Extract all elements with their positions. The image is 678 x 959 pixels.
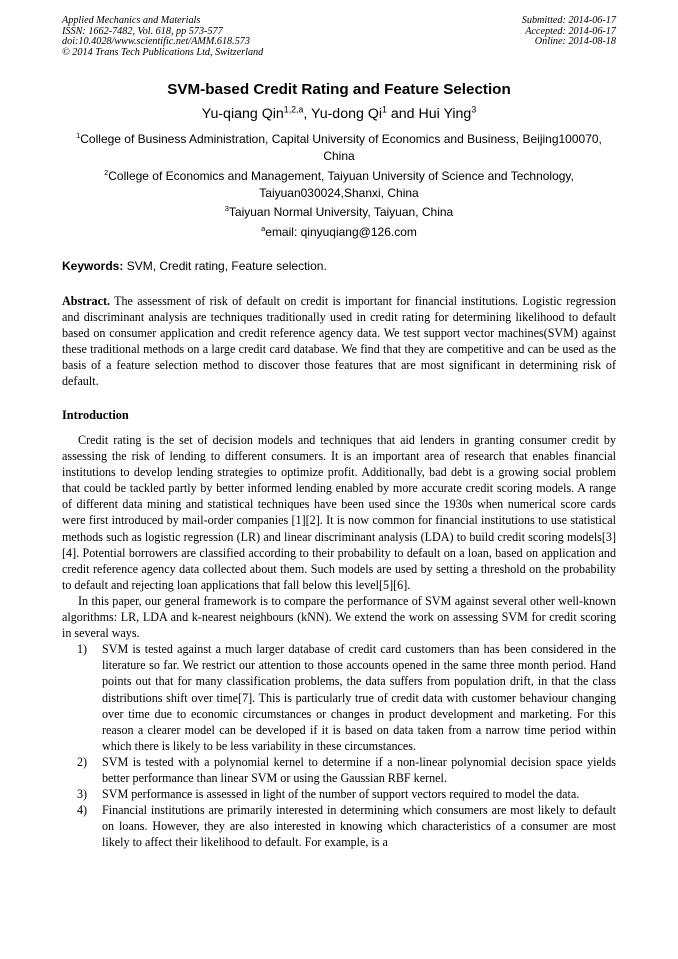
abstract [62, 293, 616, 390]
author-separator: and [386, 106, 419, 122]
journal-name: Applied Mechanics and Materials [62, 15, 201, 26]
abstract-label: Abstract. [62, 294, 111, 308]
section-heading-introduction: Introduction [62, 408, 129, 422]
affiliation [62, 131, 616, 165]
journal-doi: doi:10.4028/www.scientific.net/AMM.618.573 [62, 36, 250, 48]
author-name: Yu-dong Qi [311, 106, 383, 122]
list-item-text: SVM performance is assessed in light of the number of support vectors required to model the data. [102, 787, 580, 802]
contribution-list [62, 641, 616, 850]
affiliation-text: College of Economics and Management, Taiyuan University of Science and Technology, Taiyuan030024,Shanxi, China [108, 169, 574, 200]
paragraph: Credit rating is the set of decision models and techniques that aid lenders in granting consumer credit by assessing the risk of lending to different consumers. It is an important area of research that enables financial institutions to develop lending strategies to optimize profit. Additionally, bad debt is a growing social problem that could be tackled partly by better informed lending enabled by more accurate credit scoring models. A range of different data mining and statistical techniques have been used since the 1930s when numerical score cards were first introduced by mail-order companies [1][2]. It is now common for financial institutions to use statistical methods such as logistic regression (LR) and linear discriminant analysis (LDA) to build credit scoring models[3][4]. Potential borrowers are classified according to their probability to default on a loan, based on application and credit reference agency data collected about them. Such models are used by setting a threshold on the probability to default and rejecting loan applications that fall below this level[5][6]. [62, 433, 616, 592]
author-affiliation-marker: 1,2,a [283, 104, 304, 115]
author-affiliation-marker: 3 [471, 104, 477, 115]
accepted-date: Accepted: 2014-06-17 [525, 25, 616, 37]
list-item [62, 641, 616, 754]
affiliation-text: Taiyuan Normal University, Taiyuan, China [228, 205, 454, 219]
corresponding-email [62, 224, 616, 241]
author-affiliation-marker: 1 [382, 104, 387, 115]
list-item [62, 786, 616, 802]
author-name: Hui Ying [418, 106, 472, 122]
list-number: 3) [77, 787, 88, 802]
journal-copyright: © 2014 Trans Tech Publications Ltd, Switzerland [62, 47, 264, 59]
submitted-date: Submitted: 2014-06-17 [521, 15, 616, 26]
affiliation-text: College of Business Administration, Capital University of Economics and Business, Beijing100070, China [80, 132, 602, 163]
journal-issn: ISSN: 1662-7482, Vol. 618, pp 573-577 [62, 25, 223, 37]
list-item [62, 802, 616, 850]
author-name: Yu-qiang Qin [201, 106, 284, 122]
paper-title: SVM-based Credit Rating and Feature Selection [167, 81, 511, 98]
list-item-text: SVM is tested with a polynomial kernel to determine if a non-linear polynomial decision space yields better performance than linear SVM or using the Gaussian RBF kernel. [102, 754, 616, 785]
author-separator: , [303, 106, 312, 122]
list-number: 2) [77, 754, 88, 769]
journal-info-header [62, 16, 263, 59]
online-date: Online: 2014-08-18 [534, 36, 616, 48]
paragraph: In this paper, our general framework is to compare the performance of SVM against several other well-known algorithms: LR, LDA and k-nearest neighbours (kNN). We extend the work on assessing SVM for credit scoring in several ways. [62, 593, 616, 641]
keywords [62, 259, 616, 273]
affiliation [62, 168, 616, 202]
email-marker: a [261, 224, 266, 233]
affiliation [62, 204, 616, 221]
affiliation-marker: 2 [104, 168, 109, 177]
list-number: 4) [77, 803, 88, 818]
affiliation-marker: 3 [224, 204, 229, 213]
list-item [62, 754, 616, 786]
author-list [0, 106, 678, 122]
publication-dates-header [522, 16, 616, 48]
keywords-text: SVM, Credit rating, Feature selection. [123, 259, 327, 273]
list-item-text: SVM is tested against a much larger database of credit card customers than has been considered in the literature so far. We restrict our attention to those accounts opened in the same three month period. Hand points out that for many classification problems, the data suffers from population drift, in that the class distributions shift over time[7]. This is particularly true of credit data with customer behaviour changing over time due to economic circumstances or changes in product development and marketing. For this reason a clearer model can be developed if it is based on data taken from a narrow time period within which there is likely to be less variability in these circumstances. [102, 642, 616, 753]
email-text: email: qinyuqiang@126.com [265, 225, 417, 239]
abstract-text: The assessment of risk of default on credit is important for financial institutions. Logistic regression and discriminant analysis are techniques traditionally used in credit rating for determining likelihood to default based on consumer application and credit reference agency data. We test support vector machines(SVM) against these traditional methods on a large credit card database. We find that they are competitive and can be used as the basis of a feature selection method to discover those features that are most significant in determining risk of default. [62, 294, 616, 389]
list-number: 1) [77, 642, 88, 657]
introduction-body [62, 432, 616, 850]
affiliation-marker: 1 [76, 131, 81, 140]
keywords-label: Keywords: [62, 259, 124, 273]
list-item-text: Financial institutions are primarily interested in determining which consumers are most likely to default on loans. However, they are also interested in knowing which characteristics of a consumer are most likely to affect their likelihood to default. For example, is a [102, 803, 616, 850]
